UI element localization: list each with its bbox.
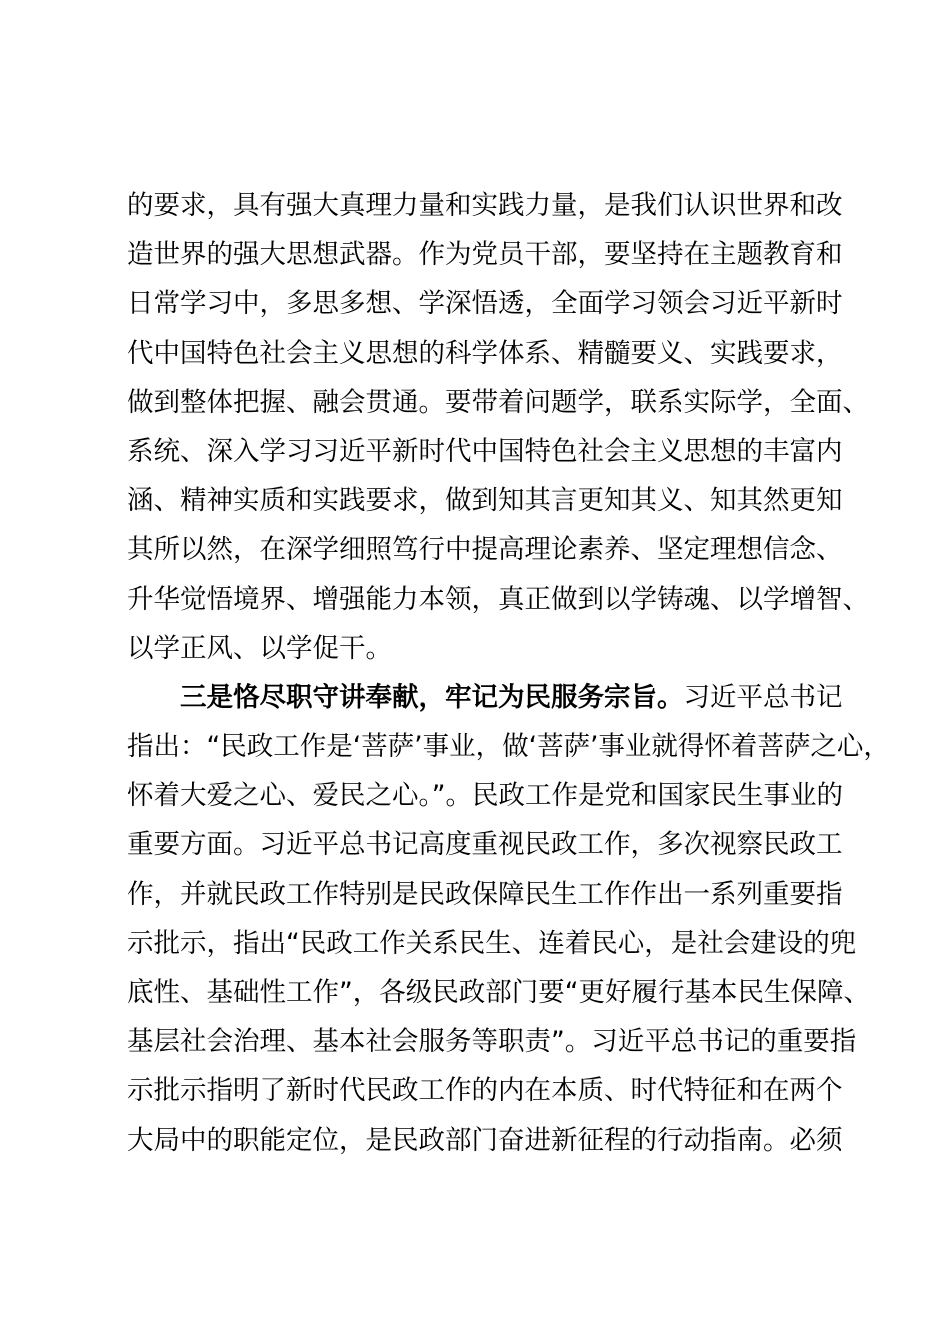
text-line: 基层社会治理、基本社会服务等职责”。习近平总书记的重要指 (127, 1026, 857, 1058)
body-text (127, 181, 890, 1165)
text-line: 底性、基础性工作”，各级民政部门要“更好履行基本民生保障、 (127, 977, 870, 1008)
text-line: 的要求，具有强大真理力量和实践力量，是我们认识世界和改 (127, 190, 843, 221)
text-line: 系统、深入学习习近平新时代中国特色社会主义思想的丰富内 (127, 435, 843, 467)
text-line: 大局中的职能定位，是民政部门奋进新征程的行动指南。必须 (127, 1124, 843, 1156)
text-line: 涵、精神实质和实践要求，做到知其言更知其义、知其然更知 (127, 485, 843, 517)
text-line: 重要方面。习近平总书记高度重视民政工作，多次视察民政工 (127, 829, 843, 861)
text-line: 代中国特色社会主义思想的科学体系、精髓要义、实践要求， (127, 337, 843, 369)
text-line: 其所以然，在深学细照笃行中提高理论素养、坚定理想信念、 (127, 534, 843, 566)
text-line: 怀着大爱之心、爱民之心。”。民政工作是党和国家民生事业的 (127, 780, 843, 812)
text-line: 示批示指明了新时代民政工作的内在本质、时代特征和在两个 (127, 1075, 843, 1107)
text-line: 示批示，指出“民政工作关系民生、连着民心，是社会建设的兜 (127, 927, 857, 959)
text-line: 作，并就民政工作特别是民政保障民生工作作出一系列重要指 (127, 878, 843, 910)
text-line: 指出：“民政工作是‘菩萨’事业，做‘菩萨’事业就得怀着菩萨之心， (127, 731, 890, 763)
section-heading: 三是恪尽职守讲奉献，牢记为民服务宗旨。 (180, 681, 684, 713)
heading-line-text: 习近平总书记 (683, 681, 843, 713)
text-line: 升华觉悟境界、增强能力本领，真正做到以学铸魂、以学增智、 (127, 583, 869, 615)
text-line: 做到整体把握、融会贯通。要带着问题学，联系实际学，全面、 (127, 386, 869, 418)
section-heading-line (127, 673, 857, 722)
text-line: 以学正风、以学促干。 (127, 632, 392, 664)
text-line: 造世界的强大思想武器。作为党员干部，要坚持在主题教育和 (127, 239, 843, 271)
text-line: 日常学习中，多思多想、学深悟透，全面学习领会习近平新时 (127, 288, 843, 320)
